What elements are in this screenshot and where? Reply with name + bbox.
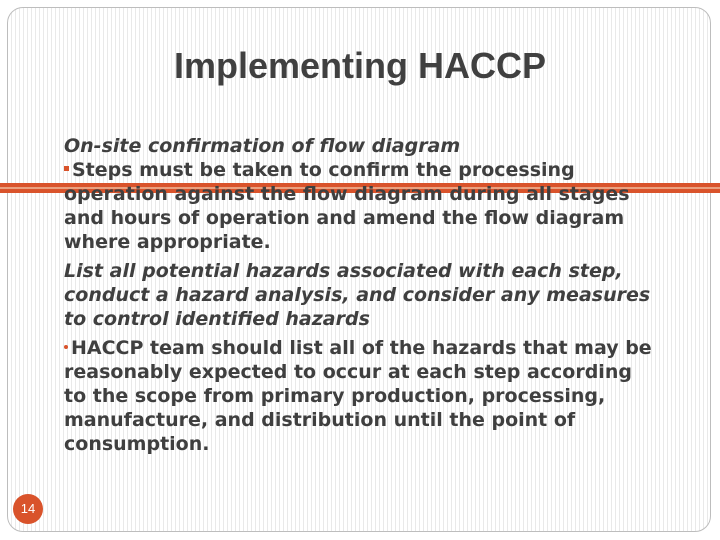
slide-title: Implementing HACCP bbox=[173, 45, 547, 86]
slide-body bbox=[64, 134, 654, 459]
dot-bullet-icon bbox=[64, 345, 68, 349]
square-bullet-icon bbox=[64, 166, 69, 171]
bullet-text-flow-diagram: Steps must be taken to confirm the processing operation against the flow diagram during all stages and hours of operation and amend the flow diagram where appropriate. bbox=[64, 159, 630, 253]
bullet-item-hazards bbox=[64, 336, 654, 456]
section-heading-flow-diagram: On-site confirmation of flow diagram bbox=[64, 135, 461, 157]
bullet-item-flow-diagram bbox=[64, 158, 654, 254]
page-number-badge: 14 bbox=[13, 494, 43, 524]
section-heading-hazards: List all potential hazards associated with each step, conduct a hazard analysis, and consider any measures to control identified hazards bbox=[64, 260, 651, 330]
bullet-text-hazards: HACCP team should list all of the hazards that may be reasonably expected to occur at each step according to the scope from primary production, processing, manufacture, and distribution until the point of consumption. bbox=[64, 337, 652, 455]
